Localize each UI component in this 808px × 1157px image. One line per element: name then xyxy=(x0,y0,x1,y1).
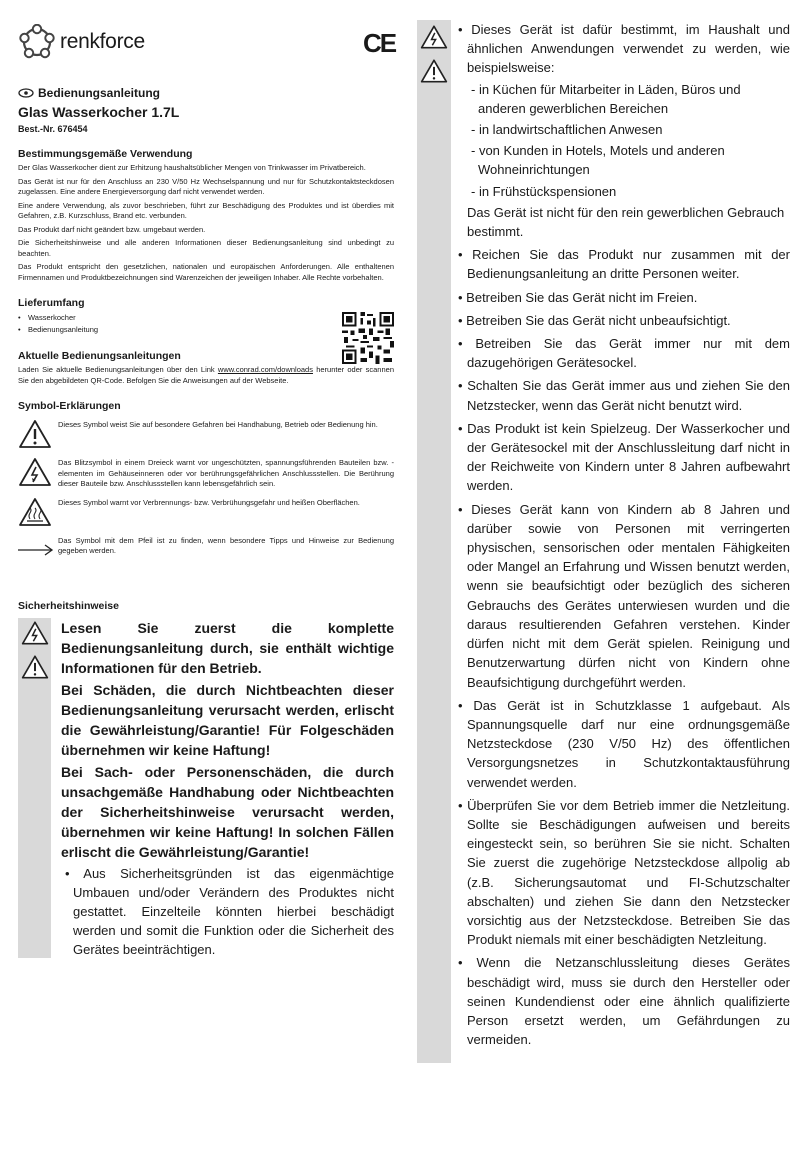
right-safety-sidebar xyxy=(417,20,451,1063)
usage-sub-item: - in Frühstückspensionen xyxy=(471,183,617,199)
symbol-row xyxy=(18,534,394,566)
usage-sub-item-text: in landwirtschaftlichen Anwesen xyxy=(478,122,663,138)
safety-bullet-text: Aus Sicherheitsgründen ist das eigenmächtige Umbauen und/oder Verändern des Produktes nicht gestattet. Einzelteile könnten hierbei beschädigt werden und somit die Funktion oder die Sicherheit des Gerätes beeinträchtigen. xyxy=(73,866,394,957)
product-name: Glas Wasserkocher 1.7L xyxy=(18,104,180,120)
right-bullet-text: Wenn die Netzanschlussleitung dieses Gerätes beschädigt wird, muss sie durch den Hersteller oder seinen Kundendienst oder eine ähnlich qualifizierte Person ersetzt werden, um Gefährdungen zu vermeiden. xyxy=(467,955,790,1048)
lightning-triangle-icon xyxy=(420,24,448,50)
renkforce-logo-icon xyxy=(18,24,56,60)
usage-sub-item: - in landwirtschaftlichen Anwesen xyxy=(471,122,663,138)
left-column xyxy=(18,86,394,566)
right-bullet-text: Das Produkt ist kein Spielzeug. Der Wasserkocher und der Gerätesockel mit der Anschlussleitung darf nicht in der Reichweite von Kindern unter 8 Jahren aufbewahrt werden. xyxy=(467,420,790,494)
intended-use-paragraph: Das Produkt entspricht den gesetzlichen, nationalen und europäischen Anforderungen. Alle enthaltenen Firmennamen und Produktbezeichnungen sind Warenzeichen der jeweiligen Inhaber. Alle Rechte vorbehalten. xyxy=(18,262,394,282)
scope-item: • Wasserkocher xyxy=(18,312,394,324)
qr-code-icon[interactable] xyxy=(342,312,394,364)
symbol-text: Das Blitzsymbol in einem Dreieck warnt vor ungeschützten, spannungsführenden Bauteilen bzw. -elementen im Gehäuseinneren oder vor berührungsgefährlichen Anschlussstellen. Die Berührung dieser Bauteile bzw. Anschlussstellen kann lebensgefährlich sein. xyxy=(58,458,394,488)
safety-bold-paragraph: Lesen Sie zuerst die komplette Bedienungsanleitung durch, sie enthält wichtige Informationen für den Betrieb. xyxy=(61,620,394,676)
symbol-text: Dieses Symbol weist Sie auf besondere Gefahren bei Handhabung, Betrieb oder Bedienung hin. xyxy=(58,420,378,429)
right-bullet-text: Überprüfen Sie vor dem Betrieb immer die Netzleitung. Sollte sie Beschädigungen aufweisen und bereits eingesteckt sein, so berühren Sie sie nicht. Schalten Sie zuerst die zugehörige Netzsteckdose allpolig ab (z.B. Sicherungsautomat und FI-Schutzschalter abschalten) und ziehen Sie dann den Netzstecker vorsichtig aus der Netzsteckdose. Betreiben Sie das Produkt niemals mit einer beschädigten Netzleitung. xyxy=(467,797,790,948)
right-bullet: • Wenn die Netzanschlussleitung dieses Gerätes beschädigt wird, muss sie durch den Hersteller oder seinen Kundendienst oder eine ähnlich qualifizierte Person ersetzt werden, um Gefährdungen zu vermeiden. xyxy=(458,955,790,1048)
warning-triangle-icon xyxy=(420,58,448,84)
symbols-heading: Symbol-Erklärungen xyxy=(18,400,121,412)
order-number: Best.-Nr. 676454 xyxy=(18,124,88,134)
warning-triangle-icon xyxy=(21,654,49,680)
right-column xyxy=(458,20,790,1053)
usage-sub-item: - von Kunden in Hotels, Motels und anderen Wohneinrichtungen xyxy=(471,143,725,178)
right-bullet: • Schalten Sie das Gerät immer aus und ziehen Sie den Netzstecker, wenn das Gerät nicht benutzt wird. xyxy=(458,378,790,413)
right-bullet: • Betreiben Sie das Gerät nicht unbeaufsichtigt. xyxy=(458,312,731,328)
hot-surface-triangle-icon xyxy=(18,497,52,527)
right-bullet-text: Das Gerät ist in Schutzklasse 1 aufgebaut. Als Spannungsquelle darf nur eine ordnungsgemäße Netzsteckdose (230 V/50 Hz) des öffentlichen Versorgungsnetzes in Schutzkontaktausführung verwendet werden. xyxy=(467,697,790,790)
right-bullet: • Überprüfen Sie vor dem Betrieb immer die Netzleitung. Sollte sie Beschädigungen aufweisen und bereits eingesteckt sein, so berühren Sie sie nicht. Schalten Sie zuerst die zugehörige Netzsteckdose allpolig ab (z.B. Sicherungsautomat und FI-Schutzschalter abschalten) und ziehen Sie dann den Netzstecker vorsichtig aus der Netzsteckdose. Betreiben Sie das Produkt niemals mit einer beschädigten Netzleitung. xyxy=(458,797,790,948)
current-manuals-heading: Aktuelle Bedienungsanleitungen xyxy=(18,350,181,362)
right-bullet-text: Dieses Gerät kann von Kindern ab 8 Jahren und darüber sowie von Personen mit verringerten physischen, sensorischen oder mentalen Fähigkeiten oder Mangel an Erfahrung und Wissen benutzt werden, wenn sie beaufsichtigt oder bezüglich des sicheren Gebrauchs des Gerätes unterwiesen wurden und die daraus resultierenden Gefahren verstehen. Kinder dürfen nicht mit dem Gerät spielen. Reinigung und Benutzerwartung dürfen nicht von Kindern ohne Beaufsichtigung durchgeführt werden. xyxy=(467,501,790,690)
right-bullet: • Das Produkt ist kein Spielzeug. Der Wasserkocher und der Gerätesockel mit der Anschlussleitung darf nicht in der Reichweite von Kindern unter 8 Jahren aufbewahrt werden. xyxy=(458,420,790,494)
download-link[interactable]: www.conrad.com/downloads xyxy=(217,365,313,374)
scope-item: • Bedienungsanleitung xyxy=(18,324,394,336)
usage-sub-item-text: in Frühstückspensionen xyxy=(478,183,617,199)
right-bullet: • Betreiben Sie das Gerät nicht im Freien. xyxy=(458,289,698,305)
right-bullet: • Das Gerät ist in Schutzklasse 1 aufgebaut. Als Spannungsquelle darf nur eine ordnungsgemäße Netzsteckdose (230 V/50 Hz) des öffentlichen Versorgungsnetzes in Schutzkontaktausführung verwendet werden. xyxy=(458,697,790,790)
current-manuals-text xyxy=(18,365,394,386)
right-bullet-text: Betreiben Sie das Gerät immer nur mit dem dazugehörigen Gerätesockel. xyxy=(467,336,790,371)
intended-use-paragraph: Das Gerät ist nur für den Anschluss an 230 V/50 Hz Wechselspannung und nur für Schutzkontaktsteckdosen zugelassen. Eine andere Energieversorgung darf nicht verwendet werden. xyxy=(18,176,394,196)
right-bullet: • Dieses Gerät kann von Kindern ab 8 Jahren und darüber sowie von Personen mit verringerten physischen, sensorischen oder mentalen Fähigkeiten oder Mangel an Erfahrung und Wissen benutzt werden, wenn sie beaufsichtigt oder bezüglich des sicheren Gebrauchs des Gerätes unterwiesen wurden und die daraus resultierenden Gefahren verstehen. Kinder dürfen nicht mit dem Gerät spielen. Reinigung und Benutzerwartung dürfen nicht von Kindern ohne Beaufsichtigung durchgeführt werden. xyxy=(458,501,790,690)
scope-heading: Lieferumfang xyxy=(18,297,85,309)
doc-title: Bedienungsanleitung xyxy=(38,86,161,100)
current-manuals-text-start: Laden Sie aktuelle Bedienungsanleitungen über den Link xyxy=(18,365,218,374)
warning-triangle-icon xyxy=(18,419,52,449)
commercial-use-note: Das Gerät ist nicht für den rein gewerblichen Gebrauch bestimmt. xyxy=(467,204,785,240)
symbol-row xyxy=(18,496,394,528)
lightning-triangle-icon xyxy=(18,457,52,487)
right-bullet: • Reichen Sie das Produkt nur zusammen mit der Bedienungsanleitung an dritte Personen weiter. xyxy=(458,247,790,282)
right-bullet-text: Reichen Sie das Produkt nur zusammen mit der Bedienungsanleitung an dritte Personen weiter. xyxy=(467,247,790,282)
current-manuals-text-end: herunter oder scannen Sie den abgebildeten QR-Code. Befolgen Sie die Anweisungen auf der Webseite. xyxy=(18,365,394,385)
symbol-row xyxy=(18,418,394,450)
usage-sub-item: - in Küchen für Mitarbeiter in Läden, Büros und anderen gewerblichen Bereichen xyxy=(471,81,741,116)
usage-sub-item-text: in Küchen für Mitarbeiter in Läden, Büros und anderen gewerblichen Bereichen xyxy=(478,81,741,116)
right-intro-text: Dieses Gerät ist dafür bestimmt, im Haushalt und ähnlichen Anwendungen verwendet zu werden, wie beispielsweise: xyxy=(467,22,790,76)
intended-use-paragraph: Eine andere Verwendung, als zuvor beschrieben, führt zur Beschädigung des Produktes und ist überdies mit Gefahren, z.B. Kurzschluss, Brand etc. verbunden. xyxy=(18,200,394,220)
symbol-row xyxy=(18,456,394,490)
intended-use-paragraph: Der Glas Wasserkocher dient zur Erhitzung haushaltsüblicher Mengen von Trinkwasser im Privatbereich. xyxy=(18,163,366,172)
intended-use-heading: Bestimmungsgemäße Verwendung xyxy=(18,148,193,160)
right-bullet: • Dieses Gerät ist dafür bestimmt, im Haushalt und ähnlichen Anwendungen verwendet zu werden, wie beispielsweise: xyxy=(458,22,790,76)
usage-sub-item-text: von Kunden in Hotels, Motels und anderen Wohneinrichtungen xyxy=(478,143,725,178)
right-bullet-text: Betreiben Sie das Gerät nicht im Freien. xyxy=(466,289,698,305)
safety-bullet: • Aus Sicherheitsgründen ist das eigenmächtige Umbauen und/oder Verändern des Produktes nicht gestattet. Einzelteile könnten hierbei beschädigt werden und somit die Funktion oder die Sicherheit des Gerätes beeinträchtigen. xyxy=(65,866,394,957)
brand-logo xyxy=(18,24,145,60)
safety-sidebar xyxy=(18,618,51,958)
ce-mark: CE xyxy=(363,28,396,58)
intended-use-paragraph: Die Sicherheitshinweise und alle anderen Informationen dieser Bedienungsanleitung sind unbedingt zu beachten. xyxy=(18,238,394,258)
doc-title-row xyxy=(18,86,394,100)
right-bullet-text: Schalten Sie das Gerät immer aus und ziehen Sie den Netzstecker, wenn das Gerät nicht benutzt wird. xyxy=(467,378,790,413)
arrow-icon xyxy=(18,543,54,557)
eye-icon xyxy=(18,88,34,98)
right-bullet: • Betreiben Sie das Gerät immer nur mit dem dazugehörigen Gerätesockel. xyxy=(458,336,790,371)
intended-use-paragraph: Das Produkt darf nicht geändert bzw. umgebaut werden. xyxy=(18,224,206,234)
brand-name: renkforce xyxy=(60,30,145,53)
safety-heading: Sicherheitshinweise xyxy=(18,600,119,612)
right-bullet-text: Betreiben Sie das Gerät nicht unbeaufsichtigt. xyxy=(466,312,731,328)
safety-bold-paragraph: Bei Schäden, die durch Nichtbeachten dieser Bedienungsanleitung verursacht werden, erlischt die Gewährleistung/Garantie! Für Folgeschäden übernehmen wir keine Haftung! xyxy=(61,682,394,758)
symbol-text: Dieses Symbol warnt vor Verbrennungs- bzw. Verbrühungsgefahr und heißen Oberflächen. xyxy=(58,497,360,507)
safety-section xyxy=(18,600,394,959)
symbol-text: Das Symbol mit dem Pfeil ist zu finden, wenn besondere Tipps und Hinweise zur Bedienung gegeben werden. xyxy=(58,535,394,555)
safety-bold-paragraph: Bei Sach- oder Personenschäden, die durch unsachgemäße Handhabung oder Nichtbeachten der Sicherheitshinweise verursacht werden, übernehmen wir keine Haftung! In solchen Fällen erlischt die Gewährleistung/Garantie! xyxy=(61,764,394,860)
lightning-triangle-icon xyxy=(21,620,49,646)
